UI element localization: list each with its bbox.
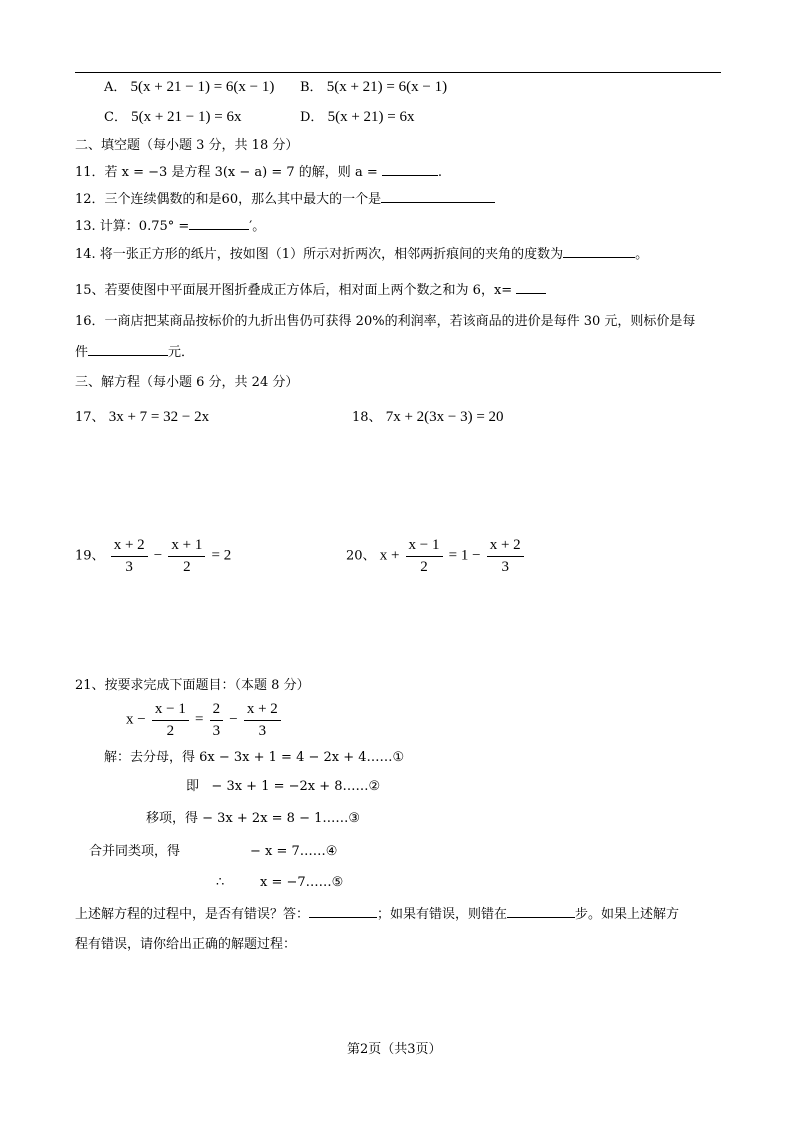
question-14-blank[interactable] [563, 256, 635, 258]
question-19-fraction-1 [111, 537, 148, 575]
fraction-denominator: 2 [166, 722, 175, 739]
answer-blank-step[interactable] [507, 916, 575, 918]
question-13 [75, 220, 265, 233]
question-11-end: . [437, 165, 442, 180]
fraction-numerator: x + 2 [487, 537, 524, 557]
question-16-prefix: 件 [75, 345, 89, 360]
question-17 [75, 410, 209, 425]
question-14-end: 。 [635, 247, 649, 262]
prompt-text-a: 上述解方程的过程中，是否有错误？答： [75, 907, 310, 922]
equation-lhs: x + [379, 547, 400, 564]
choice-d-letter: D． [300, 110, 324, 125]
answer-blank-error[interactable] [309, 916, 377, 918]
prompt-text-b: ；如果有错误，则错在 [377, 907, 508, 922]
solution-step-4-equation: − x = 7……④ [250, 844, 338, 859]
choice-b-letter: B． [300, 80, 323, 95]
question-16-line1: 16．一商店把某商品按标价的九折出售仍可获得 20%的利润率，若该商品的进价是每件 30 元，则标价是每 [75, 314, 696, 329]
question-15-blank[interactable] [516, 292, 546, 294]
question-16-line2 [75, 346, 194, 359]
solution-step-1: 解：去分母，得 6x − 3x + 1 = 4 − 2x + 4……① [104, 750, 405, 765]
question-12-blank[interactable] [381, 201, 495, 203]
solution-step-4 [89, 845, 180, 858]
fraction-numerator: x − 1 [406, 537, 443, 557]
question-11-text: 11．若 x = −3 是方程 3(x − a) = 7 的解，则 a = [75, 165, 378, 180]
question-14 [75, 248, 648, 261]
fraction-denominator: 3 [212, 722, 221, 739]
therefore-symbol: ∴ [216, 875, 225, 890]
question-13-blank[interactable] [189, 228, 249, 230]
equation-mid: = 1 − [448, 547, 481, 564]
question-12 [75, 193, 495, 206]
choice-c [104, 110, 241, 125]
question-16-end: 元． [168, 345, 195, 360]
question-21-prompt-line2: 程有错误，请你给出正确的解题过程： [75, 937, 297, 952]
question-16-blank[interactable] [88, 354, 168, 356]
choice-d [300, 110, 415, 125]
question-19-fraction-2 [168, 537, 205, 575]
choice-b [300, 80, 447, 95]
choice-a-equation: 5(x + 21 − 1) = 6(x − 1) [130, 79, 275, 95]
solution-step-3: 移项，得 − 3x + 2x = 8 − 1……③ [146, 811, 361, 826]
question-14-text: 14. 将一张正方形的纸片，按如图（1）所示对折两次，相邻两折痕间的夹角的度数为 [75, 247, 564, 262]
page-footer: 第2页（共3页） [347, 1042, 442, 1057]
question-17-number: 17、 [75, 410, 105, 425]
question-11-blank[interactable] [382, 174, 438, 176]
question-21-fraction-2 [210, 701, 224, 739]
question-20-fraction-1 [406, 537, 443, 575]
fraction-numerator: x + 2 [111, 537, 148, 557]
choice-b-equation: 5(x + 21) = 6(x − 1) [326, 79, 448, 95]
fraction-numerator: x + 2 [244, 701, 281, 721]
question-15-text: 15、若要使图中平面展开图折叠成正方体后，相对面上两个数之和为 6，x= [75, 283, 513, 298]
question-20-number: 20、 [346, 548, 376, 564]
section-3-heading: 三、解方程（每小题 6 分，共 24 分） [75, 375, 299, 390]
question-19-number: 19、 [75, 548, 105, 564]
question-11 [75, 166, 442, 179]
question-21-fraction-3 [244, 701, 281, 739]
question-21-prompt-line1 [75, 908, 679, 921]
question-19 [75, 537, 231, 575]
fraction-numerator: 2 [210, 701, 224, 721]
equation-rhs: = 2 [211, 547, 232, 564]
question-15 [75, 284, 546, 297]
minus-sign: − [153, 547, 163, 564]
question-18-equation: 7x + 2(3x − 3) = 20 [385, 409, 504, 425]
choice-a-letter: A． [104, 80, 127, 95]
prompt-text-c: 步。如果上述解方 [575, 907, 680, 922]
fraction-denominator: 2 [420, 558, 428, 575]
question-18 [352, 410, 504, 425]
equals-sign: = [194, 711, 204, 728]
fraction-denominator: 3 [125, 558, 133, 575]
question-13-text: 13. 计算：0.75° = [75, 219, 190, 234]
solution-step-5-equation: x = −7……⑤ [260, 875, 344, 890]
question-18-number: 18、 [352, 410, 382, 425]
question-21-title: 21、按要求完成下面题目：（本题 8 分） [75, 678, 310, 693]
choice-c-equation: 5(x + 21 − 1) = 6x [131, 109, 242, 125]
fraction-numerator: x − 1 [152, 701, 189, 721]
section-2-heading: 二、填空题（每小题 3 分，共 18 分） [75, 138, 299, 153]
question-12-text: 12．三个连续偶数的和是60，那么其中最大的一个是 [75, 192, 382, 207]
fraction-denominator: 3 [501, 558, 509, 575]
choice-a [104, 80, 274, 95]
solution-step-2 [186, 780, 380, 793]
equation-lhs: x − [126, 711, 146, 728]
question-17-equation: 3x + 7 = 32 − 2x [108, 409, 210, 425]
fraction-numerator: x + 1 [168, 537, 205, 557]
minus-sign: − [229, 711, 238, 728]
step-4-label: 合并同类项，得 [89, 844, 181, 859]
question-20-fraction-2 [487, 537, 524, 575]
question-21-equation [126, 701, 283, 739]
fraction-denominator: 2 [183, 558, 191, 575]
solution-step-5 [216, 876, 224, 889]
step-2-label: 即 [186, 779, 200, 794]
step-2-equation: − 3x + 1 = −2x + 8……② [211, 779, 381, 794]
fraction-denominator: 3 [258, 722, 267, 739]
question-21-fraction-1 [152, 701, 189, 739]
question-20 [346, 537, 526, 575]
header-rule [75, 72, 721, 73]
choice-c-letter: C． [104, 110, 127, 125]
question-13-end: ′。 [249, 219, 266, 234]
choice-d-equation: 5(x + 21) = 6x [327, 109, 415, 125]
